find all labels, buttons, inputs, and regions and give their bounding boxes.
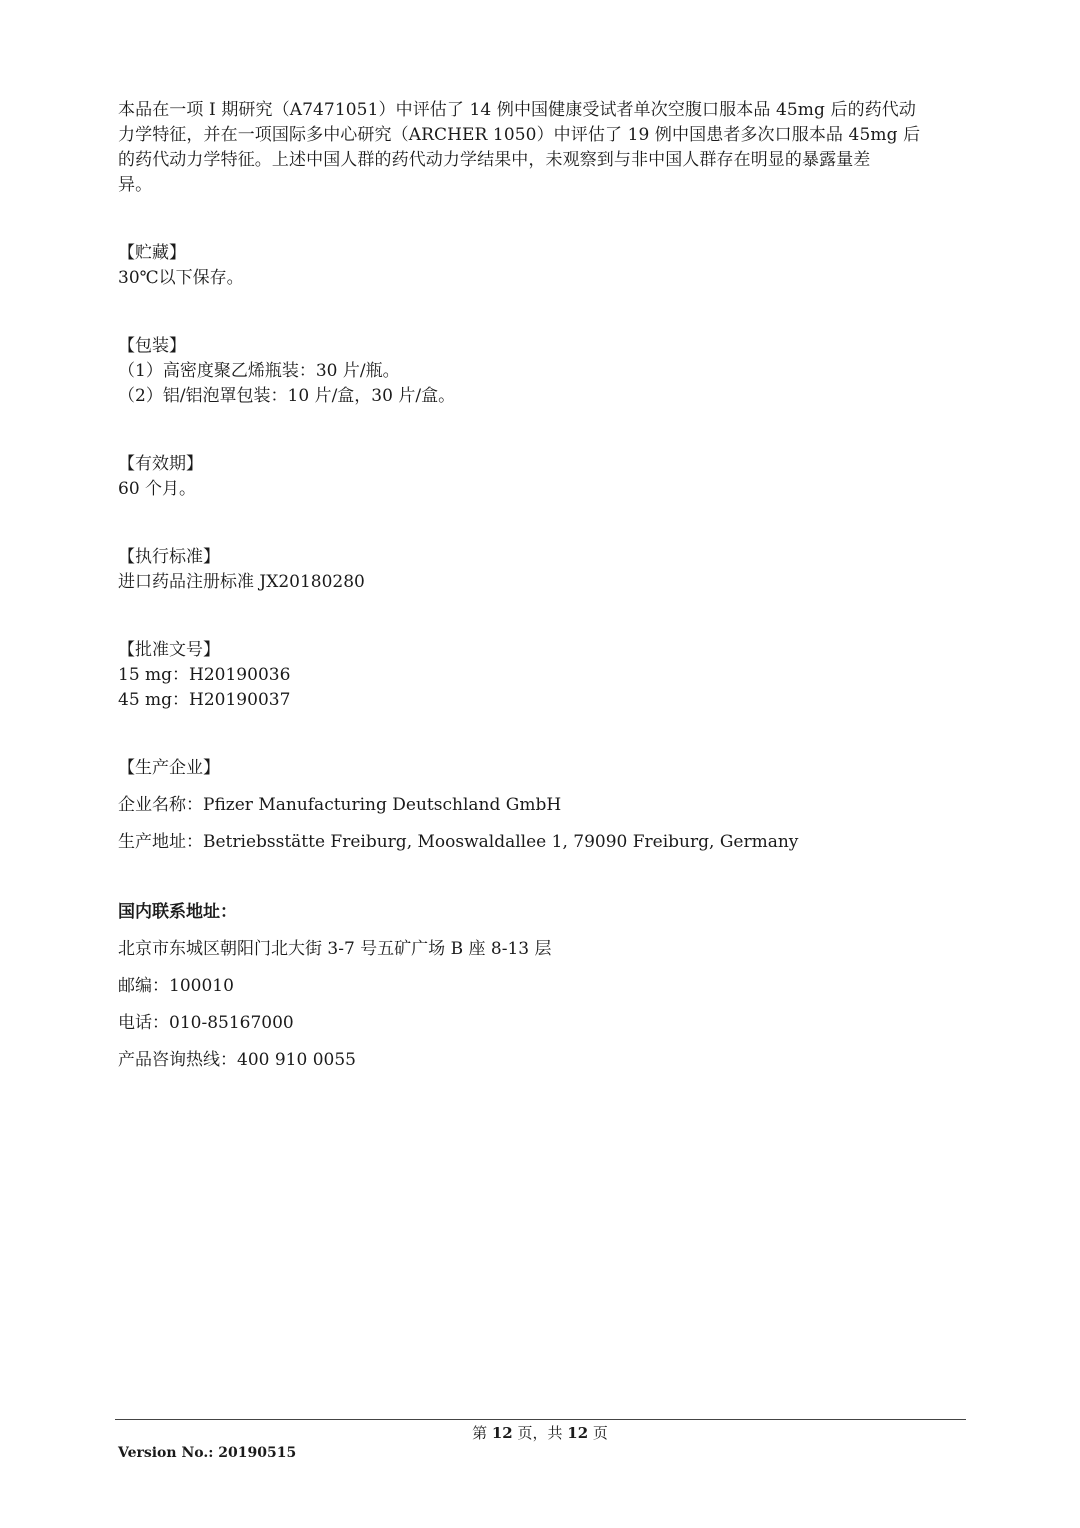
paragraph-line: 本品在一项 I 期研究（A7471051）中评估了 14 例中国健康受试者单次空腹口服本品 45mg 后的药代动 <box>118 100 916 120</box>
footer-divider <box>115 1419 966 1420</box>
manufacturer-address: 生产地址：Betriebsstätte Freiburg, Mooswaldallee 1, 79090 Freiburg, Germany <box>118 832 799 852</box>
postcode: 邮编：100010 <box>118 976 234 996</box>
domestic-address: 北京市东城区朝阳门北大街 3-7 号五矿广场 B 座 8-13 层 <box>118 939 552 959</box>
packaging-item: （2）铝/铝泡罩包装：10 片/盒，30 片/盒。 <box>118 386 456 406</box>
standard-text: 进口药品注册标准 JX20180280 <box>118 572 365 592</box>
packaging-section <box>118 334 968 409</box>
validity-text: 60 个月。 <box>118 479 197 499</box>
paragraph-line: 异。 <box>118 175 153 195</box>
page-suffix: 页 <box>588 1424 608 1442</box>
pharmacokinetics-paragraph <box>118 98 968 198</box>
manufacturer-name: 企业名称：Pfizer Manufacturing Deutschland GmbH <box>118 795 562 815</box>
approval-item: 15 mg：H20190036 <box>118 665 291 685</box>
approval-heading: 【批准文号】 <box>118 640 220 660</box>
validity-section <box>118 452 968 502</box>
page-number <box>0 1423 1080 1443</box>
paragraph-line: 力学特征，并在一项国际多中心研究（ARCHER 1050）中评估了 19 例中国患者多次口服本品 45mg 后 <box>118 125 921 145</box>
paragraph-line: 的药代动力学特征。上述中国人群的药代动力学结果中，未观察到与非中国人群存在明显的暴露量差 <box>118 150 871 170</box>
domestic-contact-title: 国内联系地址： <box>118 902 237 922</box>
phone-number: 电话：010-85167000 <box>118 1013 294 1033</box>
product-hotline: 产品咨询热线：400 910 0055 <box>118 1050 356 1070</box>
page-prefix: 第 <box>472 1424 492 1442</box>
approval-section <box>118 638 968 713</box>
page-middle: 页，共 <box>512 1424 568 1442</box>
approval-item: 45 mg：H20190037 <box>118 690 291 710</box>
standard-heading: 【执行标准】 <box>118 547 220 567</box>
manufacturer-heading: 【生产企业】 <box>118 758 220 778</box>
storage-section <box>118 241 968 291</box>
storage-text: 30℃以下保存。 <box>118 268 244 288</box>
standard-section <box>118 545 968 595</box>
current-page: 12 <box>491 1424 513 1442</box>
manufacturer-section <box>118 756 968 855</box>
domestic-contact-section <box>118 900 968 1073</box>
packaging-heading: 【包装】 <box>118 336 186 356</box>
packaging-item: （1）高密度聚乙烯瓶装：30 片/瓶。 <box>118 361 400 381</box>
version-number: Version No.: 20190515 <box>118 1445 297 1461</box>
total-pages: 12 <box>567 1424 589 1442</box>
storage-heading: 【贮藏】 <box>118 243 186 263</box>
validity-heading: 【有效期】 <box>118 454 203 474</box>
